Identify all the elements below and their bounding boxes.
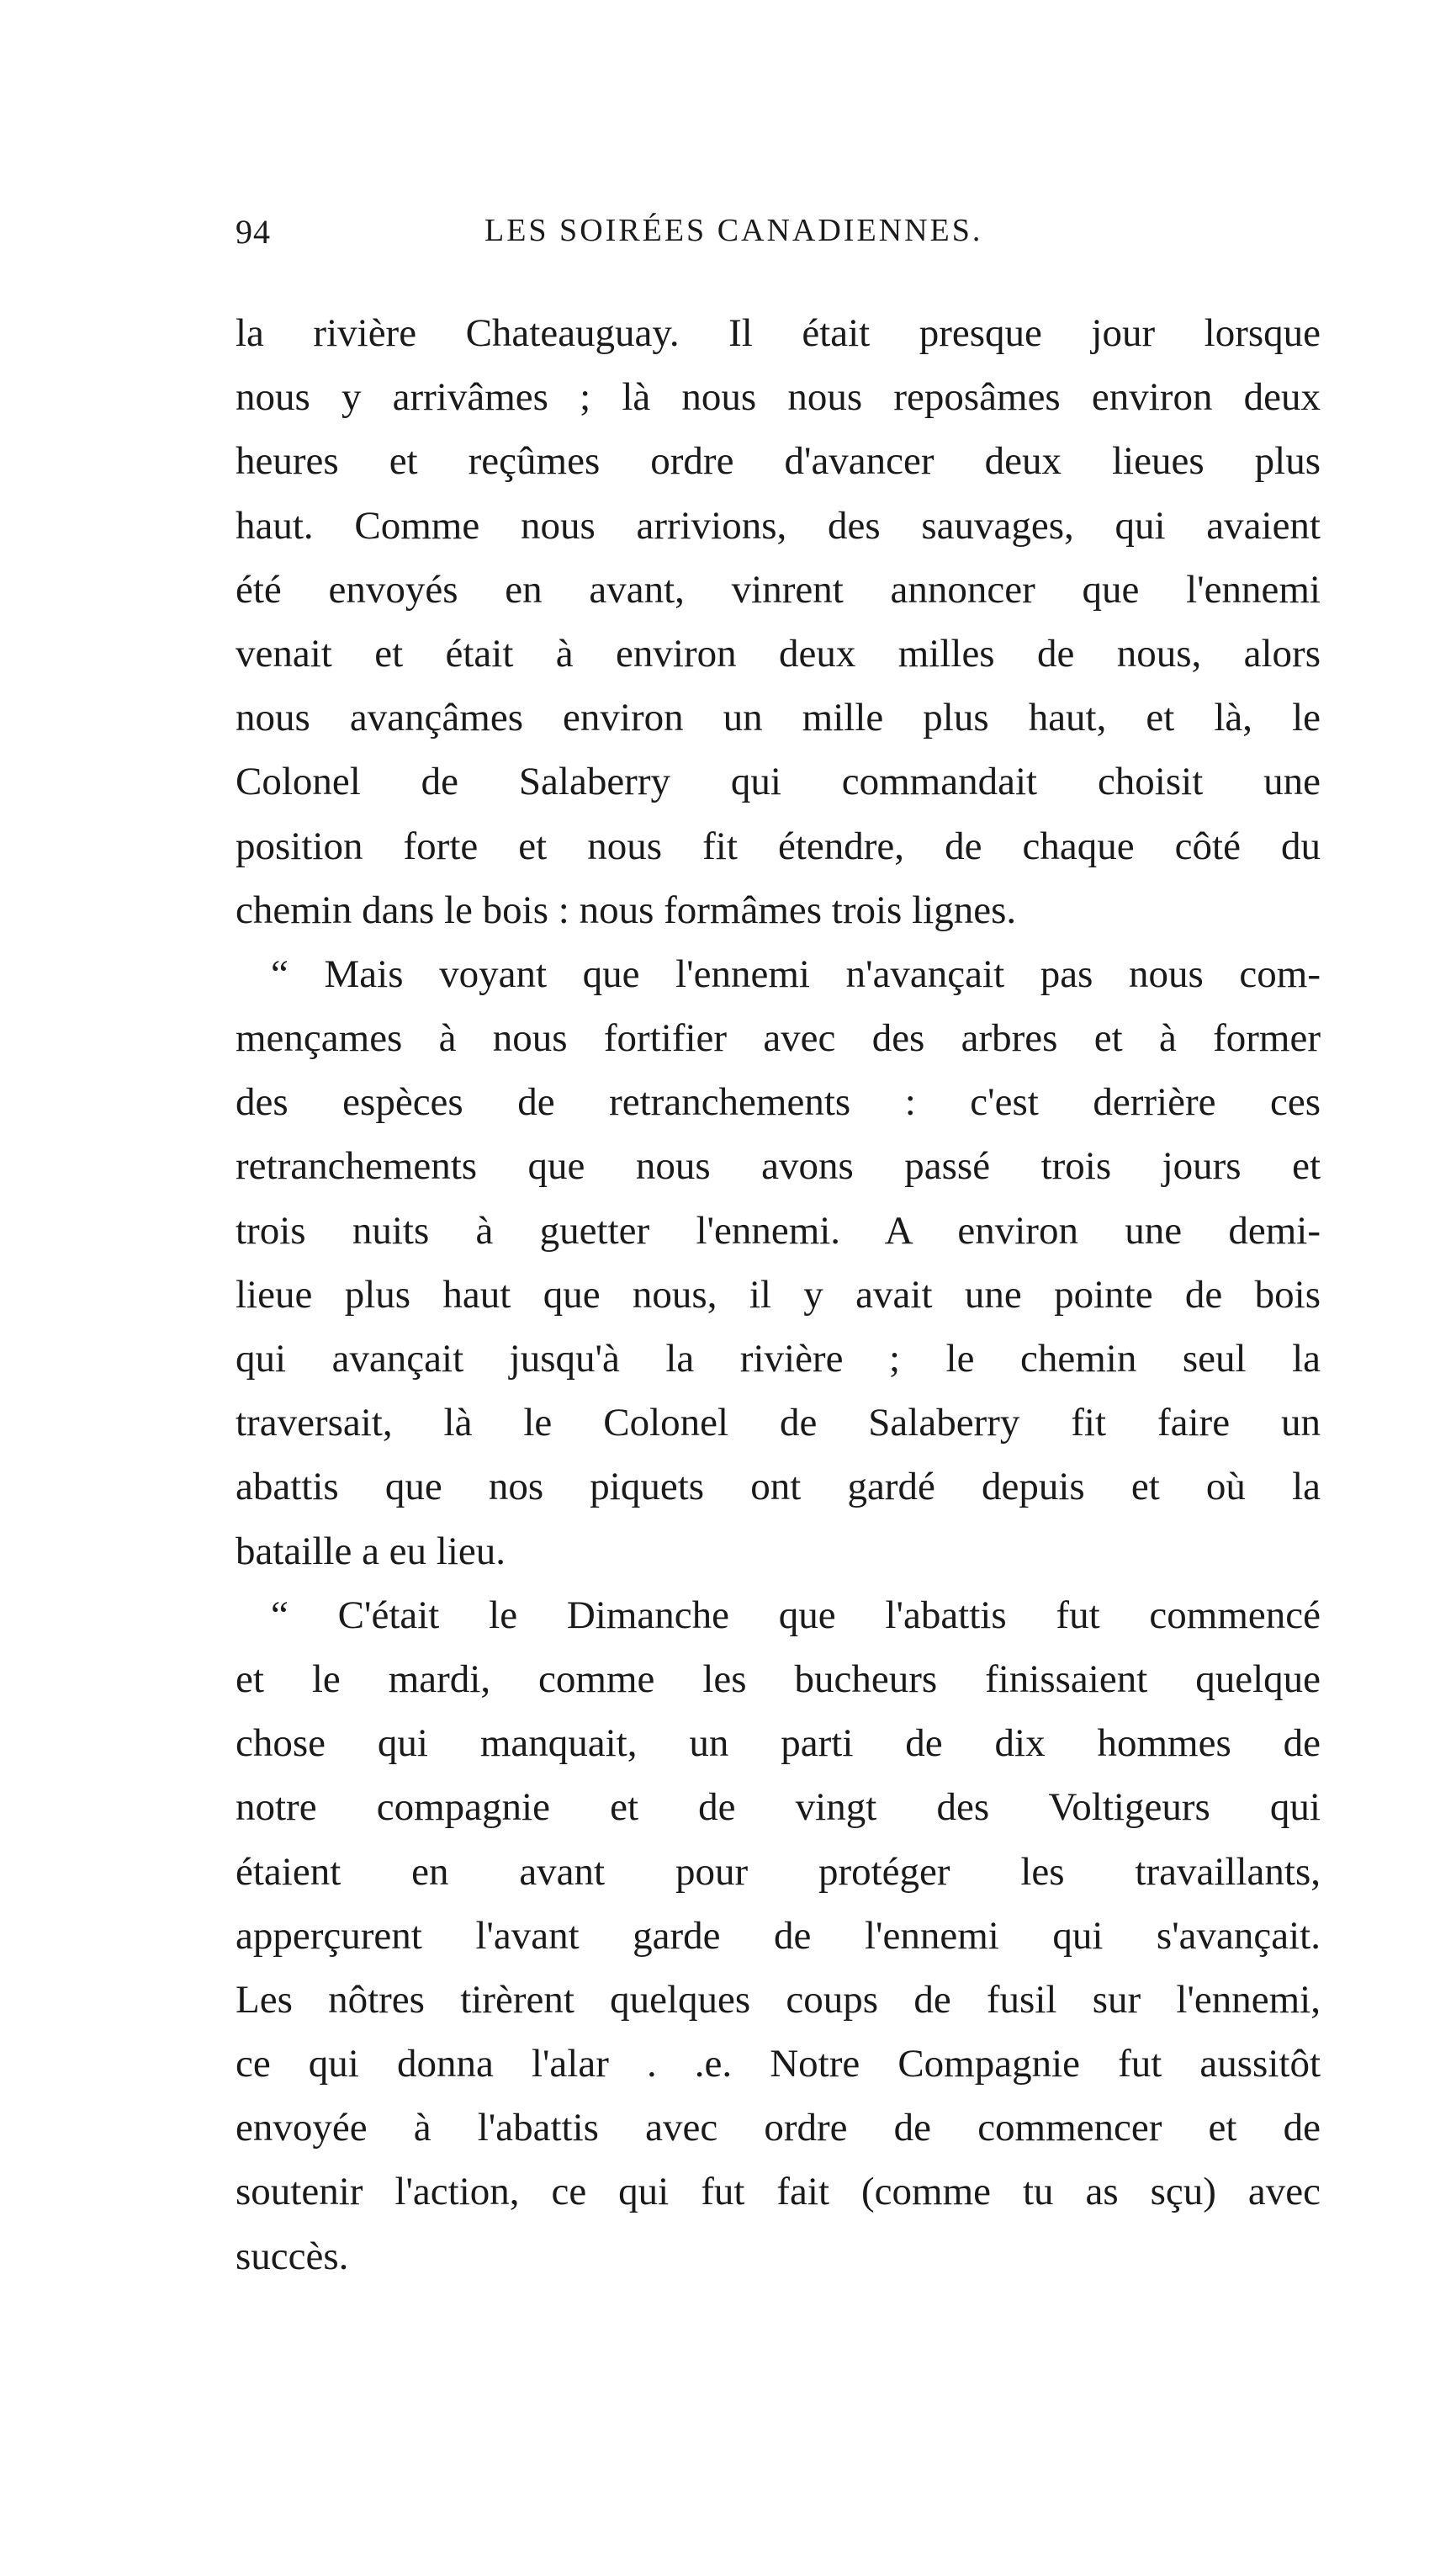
text-line: Les nôtres tirèrent quelques coups de fusil sur l'ennemi, xyxy=(236,1977,1321,2022)
text-line: bataille a eu lieu. xyxy=(236,1529,506,1573)
text-line: succès. xyxy=(236,2234,349,2278)
paragraph-2 xyxy=(236,942,1321,1583)
text-line: “ Mais voyant que l'ennemi n'avançait pas nous com- xyxy=(271,952,1321,996)
body-text xyxy=(236,301,1321,2288)
text-line: venait et était à environ deux milles de nous, alors xyxy=(236,631,1321,676)
text-line: heures et reçûmes ordre d'avancer deux lieues plus xyxy=(236,439,1321,484)
text-line: Colonel de Salaberry qui commandait choisit une xyxy=(236,760,1321,804)
text-line: qui avançait jusqu'à la rivière ; le chemin seul la xyxy=(236,1337,1321,1381)
text-line: abattis que nos piquets ont gardé depuis et où la xyxy=(236,1465,1321,1509)
text-line: la rivière Chateauguay. Il était presque jour lorsque xyxy=(236,311,1321,355)
text-line: des espèces de retranchements : c'est derrière ces xyxy=(236,1080,1321,1125)
page-number: 94 xyxy=(236,213,271,251)
text-line: lieue plus haut que nous, il y avait une pointe de bois xyxy=(236,1272,1321,1317)
text-line: et le mardi, comme les bucheurs finissaient quelque xyxy=(236,1657,1321,1701)
text-line: étaient en avant pour protéger les travaillants, xyxy=(236,1849,1321,1894)
text-line: ce qui donna l'alar . .e. Notre Compagnie fut aussitôt xyxy=(236,2042,1321,2086)
paragraph-3 xyxy=(236,1583,1321,2288)
paragraph-1 xyxy=(236,301,1321,942)
running-title: LES SOIRÉES CANADIENNES. xyxy=(484,213,983,248)
text-line: position forte et nous fit étendre, de chaque côté du xyxy=(236,824,1321,868)
text-line: nous avançâmes environ un mille plus haut, et là, le xyxy=(236,696,1321,740)
text-line: traversait, là le Colonel de Salaberry fit faire un xyxy=(236,1401,1321,1445)
text-line: retranchements que nous avons passé trois jours et xyxy=(236,1144,1321,1189)
text-line: nous y arrivâmes ; là nous nous reposâmes environ deux xyxy=(236,375,1321,420)
text-line: soutenir l'action, ce qui fut fait (comme tu as sçu) avec xyxy=(236,2170,1321,2214)
text-line: été envoyés en avant, vinrent annoncer que l'ennemi xyxy=(236,567,1321,612)
text-line: apperçurent l'avant garde de l'ennemi qui s'avançait. xyxy=(236,1913,1321,1958)
text-line: chemin dans le bois : nous formâmes trois lignes. xyxy=(236,888,1017,932)
text-line: trois nuits à guetter l'ennemi. A environ une demi- xyxy=(236,1208,1321,1253)
text-line: haut. Comme nous arrivions, des sauvages, qui avaient xyxy=(236,503,1321,548)
text-line: mençames à nous fortifier avec des arbres et à former xyxy=(236,1016,1321,1061)
text-line: envoyée à l'abattis avec ordre de commencer et de xyxy=(236,2106,1321,2150)
text-line: “ C'était le Dimanche que l'abattis fut commencé xyxy=(271,1593,1321,1637)
text-line: notre compagnie et de vingt des Voltigeurs qui xyxy=(236,1785,1321,1830)
page-header xyxy=(236,212,1321,262)
text-line: chose qui manquait, un parti de dix hommes de xyxy=(236,1721,1321,1766)
